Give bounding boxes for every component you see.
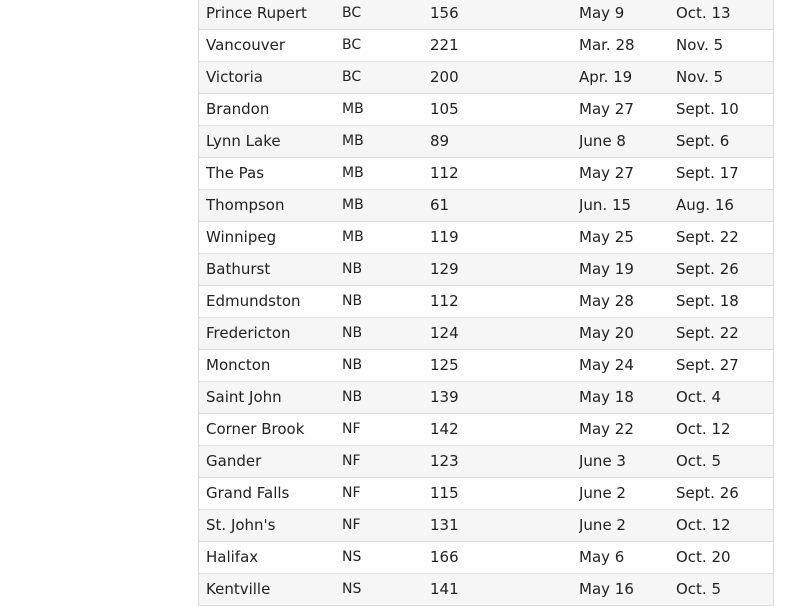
first-frost-cell: Oct. 12	[676, 420, 731, 438]
first-frost-cell: Sept. 18	[676, 292, 739, 310]
province-cell: NB	[342, 325, 363, 341]
province-cell: NB	[342, 357, 363, 373]
first-frost-cell: Oct. 5	[676, 452, 722, 470]
province-cell: BC	[342, 69, 362, 85]
last-frost-cell: May 24	[579, 356, 634, 374]
city-cell: Brandon	[206, 100, 270, 118]
province-cell: NF	[342, 517, 361, 533]
city-cell: Kentville	[206, 580, 271, 598]
last-frost-cell: Jun. 15	[579, 196, 632, 214]
province-cell: NS	[342, 581, 362, 597]
table-row	[199, 126, 773, 158]
frost-dates-table	[198, 0, 774, 606]
province-cell: NF	[342, 453, 361, 469]
last-frost-cell: June 3	[579, 452, 626, 470]
table-row	[199, 446, 773, 478]
table-row	[199, 30, 773, 62]
frost-free-days-cell: 142	[430, 420, 459, 438]
frost-free-days-cell: 112	[430, 164, 459, 182]
first-frost-cell: Sept. 26	[676, 484, 739, 502]
frost-free-days-cell: 119	[430, 228, 459, 246]
province-cell: MB	[342, 197, 364, 213]
last-frost-cell: May 22	[579, 420, 634, 438]
first-frost-cell: Sept. 10	[676, 100, 739, 118]
frost-free-days-cell: 221	[430, 36, 459, 54]
last-frost-cell: May 27	[579, 100, 634, 118]
table-row	[199, 350, 773, 382]
province-cell: MB	[342, 229, 364, 245]
frost-free-days-cell: 156	[430, 4, 459, 22]
city-cell: Moncton	[206, 356, 271, 374]
city-cell: Halifax	[206, 548, 259, 566]
city-cell: Grand Falls	[206, 484, 290, 502]
city-cell: Thompson	[206, 196, 285, 214]
table-row	[199, 254, 773, 286]
table-row	[199, 382, 773, 414]
frost-free-days-cell: 124	[430, 324, 459, 342]
province-cell: BC	[342, 5, 362, 21]
last-frost-cell: May 20	[579, 324, 634, 342]
frost-free-days-cell: 141	[430, 580, 459, 598]
city-cell: Winnipeg	[206, 228, 277, 246]
city-cell: Fredericton	[206, 324, 291, 342]
last-frost-cell: May 16	[579, 580, 634, 598]
first-frost-cell: Nov. 5	[676, 36, 724, 54]
frost-free-days-cell: 105	[430, 100, 459, 118]
province-cell: MB	[342, 165, 364, 181]
last-frost-cell: June 2	[579, 516, 626, 534]
first-frost-cell: Oct. 5	[676, 580, 722, 598]
last-frost-cell: June 8	[579, 132, 626, 150]
frost-free-days-cell: 131	[430, 516, 459, 534]
frost-free-days-cell: 125	[430, 356, 459, 374]
last-frost-cell: Mar. 28	[579, 36, 635, 54]
last-frost-cell: June 2	[579, 484, 626, 502]
province-cell: NF	[342, 421, 361, 437]
first-frost-cell: Sept. 17	[676, 164, 739, 182]
first-frost-cell: Sept. 22	[676, 324, 739, 342]
table-row	[199, 286, 773, 318]
table-row	[199, 414, 773, 446]
frost-free-days-cell: 123	[430, 452, 459, 470]
first-frost-cell: Aug. 16	[676, 196, 734, 214]
province-cell: MB	[342, 101, 364, 117]
city-cell: The Pas	[206, 164, 265, 182]
frost-free-days-cell: 200	[430, 68, 459, 86]
first-frost-cell: Oct. 20	[676, 548, 731, 566]
first-frost-cell: Nov. 5	[676, 68, 724, 86]
city-cell: Gander	[206, 452, 262, 470]
table-row	[199, 510, 773, 542]
first-frost-cell: Oct. 13	[676, 4, 731, 22]
frost-free-days-cell: 112	[430, 292, 459, 310]
last-frost-cell: Apr. 19	[579, 68, 633, 86]
province-cell: NB	[342, 389, 363, 405]
city-cell: Corner Brook	[206, 420, 305, 438]
frost-free-days-cell: 115	[430, 484, 459, 502]
city-cell: St. John's	[206, 516, 276, 534]
first-frost-cell: Sept. 22	[676, 228, 739, 246]
city-cell: Prince Rupert	[206, 4, 307, 22]
table-row	[199, 574, 773, 606]
table-row	[199, 94, 773, 126]
first-frost-cell: Sept. 6	[676, 132, 730, 150]
first-frost-cell: Oct. 4	[676, 388, 722, 406]
last-frost-cell: May 6	[579, 548, 625, 566]
first-frost-cell: Oct. 12	[676, 516, 731, 534]
city-cell: Victoria	[206, 68, 263, 86]
table-row	[199, 158, 773, 190]
frost-free-days-cell: 61	[430, 196, 450, 214]
table-row	[199, 318, 773, 350]
frost-free-days-cell: 139	[430, 388, 459, 406]
city-cell: Bathurst	[206, 260, 271, 278]
province-cell: NB	[342, 261, 363, 277]
province-cell: MB	[342, 133, 364, 149]
last-frost-cell: May 18	[579, 388, 634, 406]
table-row	[199, 222, 773, 254]
city-cell: Edmundston	[206, 292, 301, 310]
province-cell: NB	[342, 293, 363, 309]
frost-free-days-cell: 89	[430, 132, 450, 150]
last-frost-cell: May 28	[579, 292, 634, 310]
table-row	[199, 0, 773, 30]
frost-free-days-cell: 129	[430, 260, 459, 278]
last-frost-cell: May 9	[579, 4, 625, 22]
table-row	[199, 190, 773, 222]
city-cell: Lynn Lake	[206, 132, 281, 150]
table-row	[199, 542, 773, 574]
frost-free-days-cell: 166	[430, 548, 459, 566]
city-cell: Vancouver	[206, 36, 285, 54]
province-cell: BC	[342, 37, 362, 53]
last-frost-cell: May 19	[579, 260, 634, 278]
province-cell: NS	[342, 549, 362, 565]
last-frost-cell: May 25	[579, 228, 634, 246]
table-row	[199, 62, 773, 94]
first-frost-cell: Sept. 26	[676, 260, 739, 278]
first-frost-cell: Sept. 27	[676, 356, 739, 374]
table-row	[199, 478, 773, 510]
province-cell: NF	[342, 485, 361, 501]
city-cell: Saint John	[206, 388, 282, 406]
last-frost-cell: May 27	[579, 164, 634, 182]
